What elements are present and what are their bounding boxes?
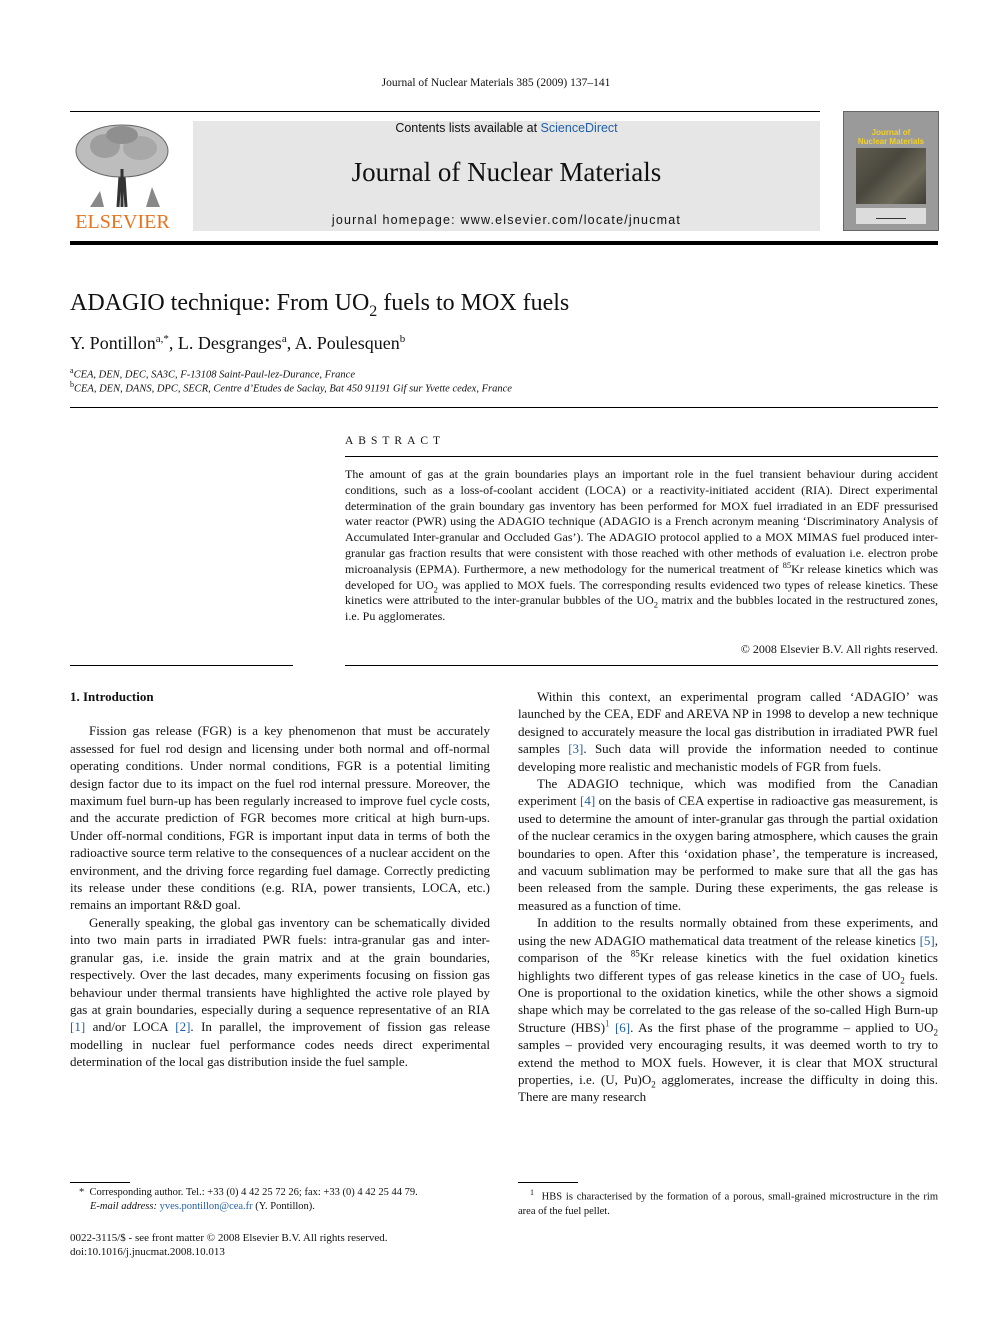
article-meta-footer <box>70 1231 388 1259</box>
doi-line[interactable]: doi:10.1016/j.jnucmat.2008.10.013 <box>70 1246 225 1258</box>
contents-prefix: Contents lists available at <box>395 121 541 135</box>
elsevier-tree-icon <box>70 121 175 209</box>
author-affil-mark: a,* <box>155 333 169 345</box>
article-title: ADAGIO technique: From $UO_2$ fuels to MOX fuels <box>70 290 570 320</box>
reference-link[interactable]: [4] <box>579 793 596 809</box>
affiliation: $^b$CEA, DEN, DANS, DPC, SECR, Centre d’Etudes de Saclay, Bat 450 91191 Gif sur Yvette cedex, France <box>70 380 512 395</box>
section-heading-introduction: 1. Introduction <box>70 689 154 704</box>
footnote-hbs: $^1$ HBS is characterised by the formation of a porous, small-grained microstructure in the rim area of the fuel pellet. <box>518 1188 939 1217</box>
sciencedirect-link[interactable]: ScienceDirect <box>540 121 618 135</box>
elsevier-logo[interactable] <box>70 121 175 231</box>
author-affil-mark: a <box>281 333 287 345</box>
reference-link[interactable]: [2] <box>175 1019 191 1035</box>
copyright-notice: © 2008 Elsevier B.V. All rights reserved. <box>740 642 938 656</box>
elsevier-wordmark: ELSEVIER <box>75 211 170 233</box>
email-label: E-mail address: <box>90 1201 157 1212</box>
author-affil-mark: b <box>399 333 406 345</box>
author-name[interactable]: Y. Pontillon <box>70 333 156 353</box>
header-top-rule <box>70 111 820 112</box>
author-name[interactable]: A. Poulesquen <box>294 333 400 353</box>
author-email-link[interactable]: yves.pontillon@cea.fr <box>159 1201 253 1212</box>
author-name[interactable]: L. Desgranges <box>177 333 282 353</box>
abstract-heading: ABSTRACT <box>345 435 446 447</box>
cover-footer <box>856 208 926 224</box>
cover-title <box>856 128 926 146</box>
left-info-rule <box>70 665 293 666</box>
abstract-heading-rule <box>345 456 938 457</box>
paragraph: The ADAGIO technique, which was modified from the Canadian experiment [4] on the basis of CEA expertise in radioactive gas measurement, is used to determine the amount of inter-granular gas through the partial oxidation of the nuclear ceramics in the oxygen baring atmosphere, which causes the grain boundaries to open. After this ‘oxidation phase’, the temperature is increased, and vacuum sublimation may be performed to make sure that all the gas has been released from the sample. During these experiments, the gas release is measured as a function of time. <box>518 776 938 913</box>
contents-line <box>193 121 820 135</box>
footnote-mark: * <box>79 1187 85 1198</box>
journal-citation: Journal of Nuclear Materials 385 (2009) 137–141 <box>381 77 611 89</box>
cover-title-line-2: Nuclear Materials <box>857 137 925 146</box>
paragraph: Generally speaking, the global gas inventory can be schematically divided into two main parts in irradiated PWR fuels: intra-granular gas and inter-granular gas, i.e. inside the grain matrix and at the grain boundaries, respectively. Over the last decades, many experiments focusing on fission gas behaviour under thermal transients have highlighted the active role played by gas at grain boundaries, especially during a sequence representative of an RIA [1] and/or LOCA [2]. In parallel, the improvement of fission gas release modelling in nuclear fuel performance codes needs direct experimental determination of the local gas distribution inside the fuel sample. <box>70 914 490 1070</box>
reference-link[interactable]: [6] <box>614 1019 631 1035</box>
issn-line: 0022-3115/$ - see front matter © 2008 Elsevier B.V. All rights reserved. <box>70 1232 388 1244</box>
paragraph: Within this context, an experimental program called ‘ADAGIO’ was launched by the CEA, EDF and AREVA NP in 1998 to develop a new technique designed to accurately measure the local gas distribution in irradiated PWR fuel samples [3]. Such data will provide the information needed to continue developing more realistic and mechanistic models of FGR from fuels. <box>518 689 938 774</box>
corresponding-author-footnote: * Corresponding author. Tel.: +33 (0) 4 42 25 72 26; fax: +33 (0) 4 42 25 44 79. E-mail address: yves.pontillon@cea.fr (Y. Pontillon). <box>79 1187 418 1212</box>
abstract-bottom-rule <box>345 665 938 666</box>
journal-name: Journal of Nuclear Materials <box>351 157 662 187</box>
abstract-text: The amount of gas at the grain boundaries plays an important role in the fuel transient behaviour during accident conditions, such as a loss-of-coolant accident (LOCA) or a reactivity-initiated accident (RIA). Direct experimental determination of the grain boundary gas inventory has been performed for MOX fuel irradiated in an EDF pressurised water reactor (PWR) using the ADAGIO technique (ADAGIO is a French acronym meaning ‘Discriminatory Analysis of Accumulated Inter-granular and Occluded Gas’). The ADAGIO protocol applied to a MOX MIMAS fuel produced inter-granular gas fraction results that were consistent with those reached with other methods of evaluation i.e. electron probe microanalysis (EPMA). Furthermore, a new methodology for the numerical treatment of $^{85}$Kr release kinetics which was developed for $UO_2$ was applied to MOX fuels. The corresponding results evidenced two types of release kinetics. These kinetics were attributed to the inter-granular bubbles of the $UO_2$ matrix and the bubbles located in the restructured zones, i.e. Pu agglomerates. <box>345 467 939 624</box>
journal-homepage[interactable]: journal homepage: www.elsevier.com/locate/jnucmat <box>331 213 682 227</box>
affiliation-rule <box>70 407 938 408</box>
cover-image <box>856 148 926 204</box>
footnote-rule-right <box>518 1182 578 1183</box>
reference-link[interactable]: [5] <box>919 932 935 948</box>
body-left-column <box>70 688 490 1071</box>
footnote-link[interactable]: 1 <box>605 1018 610 1029</box>
affiliation: $^a$CEA, DEN, DEC, SA3C, F-13108 Saint-Paul-lez-Durance, France <box>70 366 355 381</box>
footnote-rule-left <box>70 1182 130 1183</box>
body-right-column <box>518 688 938 1106</box>
header-bottom-rule <box>70 241 938 245</box>
paragraph: In addition to the results normally obtained from these experiments, and using the new ADAGIO mathematical data treatment of the release kinetics [5], comparison of the $^{85}$Kr release kinetics with the fuel oxidation kinetics highlights two different types of gas release kinetics in the case of $UO_2$ fuels. One is proportional to the oxidation kinetics, while the other shows a sigmoid shape which may be correlated to the gas release of the so-called High Burn-up Structure (HBS)$^1$ [6]. As the first phase of the programme – applied to $UO_2$ samples – provided very encouraging results, it was deemed worth to try to extend the method to MOX fuels. However, it is clear that MOX structural properties, i.e. (U, $Pu)O_2$ agglomerates, increase the difficulty in doing this. There are many research <box>518 915 939 1105</box>
reference-link[interactable]: [1] <box>70 1019 86 1035</box>
paragraph: Fission gas release (FGR) is a key phenomenon that must be accurately assessed for fuel rod design and licensing under both normal and off-normal operating conditions. Under normal conditions, FGR is a potential limiting design factor due to its impact on the fuel rod internal pressure. Moreover, the maximum fuel burn-up has been regularly increased to improve fuel cycle costs, and the accurate prediction of FGR becomes more critical at high burn-ups. Under off-normal conditions, FGR is important input data in terms of both the radioactive source term relative to the consequences of a nuclear accident on the environment, and the driving force regarding fuel damage. Correctly predicting its release under these conditions (e.g. RIA, power transients, LOCA, etc.) remains an important R&D goal. <box>70 723 490 913</box>
author-list: Y. Pontillon$^{a,*}$, L. Desgranges$^a$, A. Poulesquen$^b$ <box>70 333 406 353</box>
journal-cover-thumbnail[interactable] <box>843 111 939 231</box>
journal-banner <box>193 121 820 231</box>
footnote-mark: 1 <box>530 1188 534 1197</box>
cover-title-line-1: Journal of <box>871 128 911 137</box>
reference-link[interactable]: [3] <box>568 741 584 757</box>
